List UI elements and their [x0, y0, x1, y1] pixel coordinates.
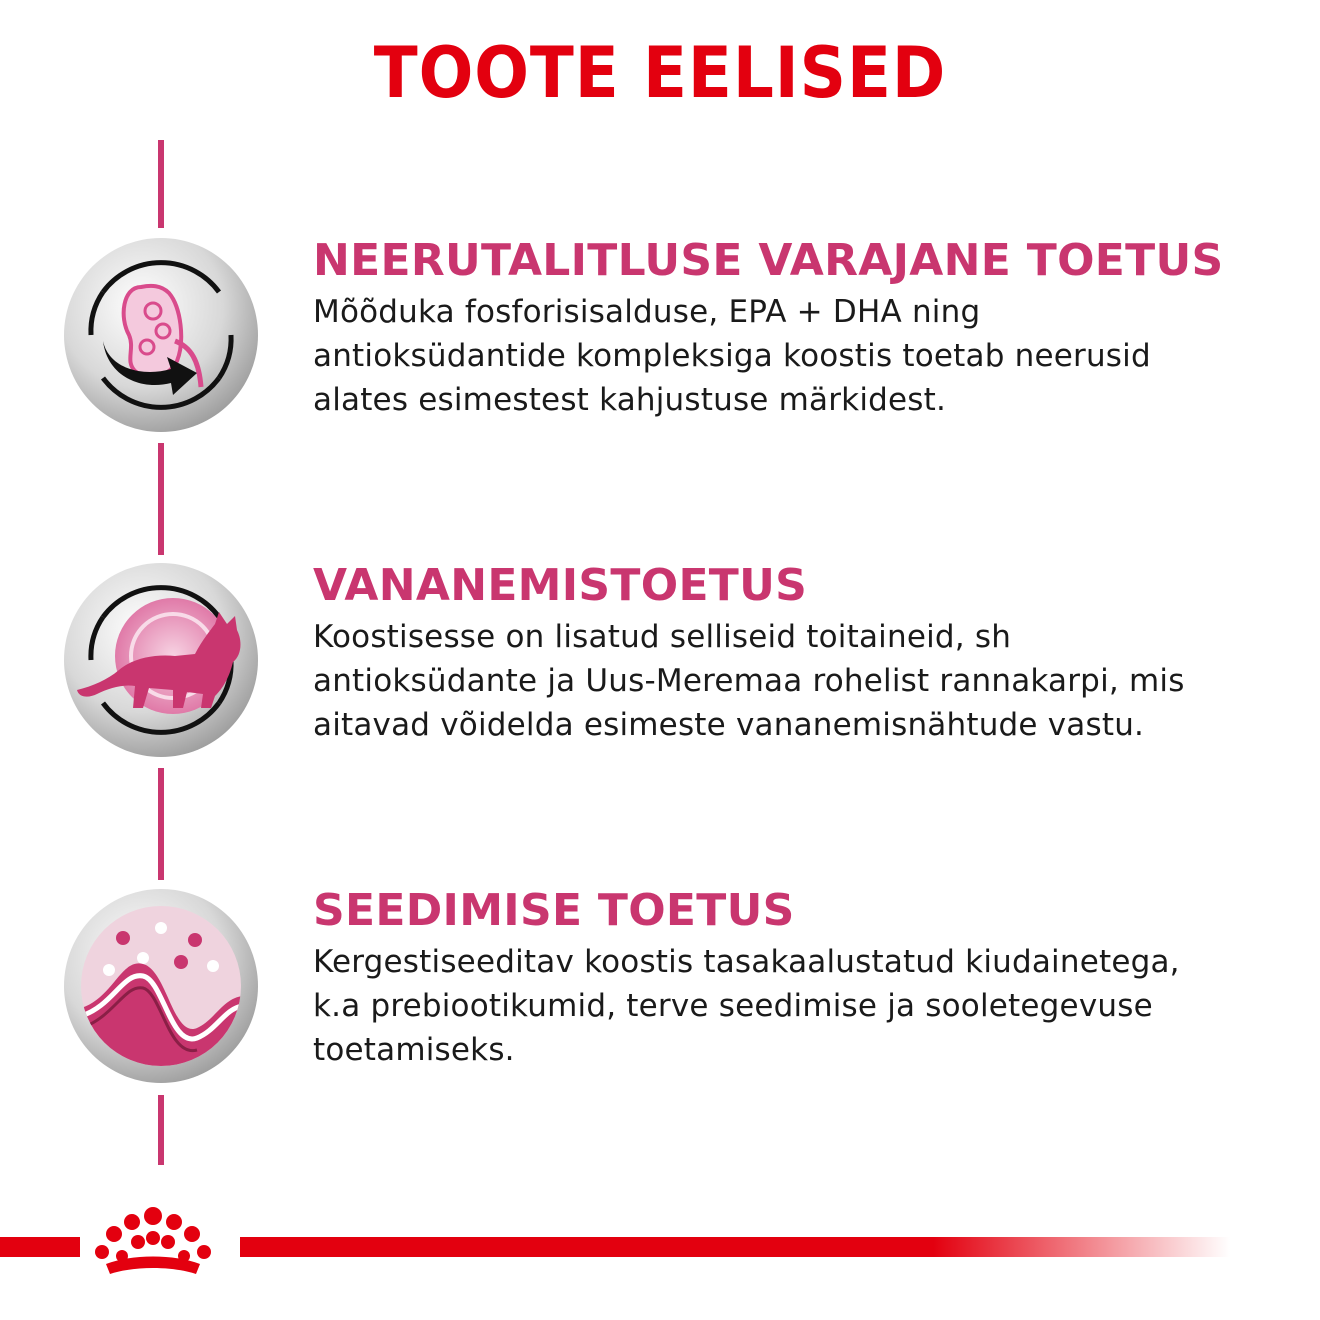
feature-heading: SEEDIMISE TOETUS	[313, 885, 795, 936]
description-line: toetamiseks.	[313, 1032, 515, 1068]
description-line: k.a prebiootikumid, terve seedimise ja sooletegevuse	[313, 988, 1153, 1024]
description-line: alates esimestest kahjustuse märkidest.	[313, 382, 947, 418]
description-line: aitavad võidelda esimeste vananemisnähtude vastu.	[313, 707, 1145, 743]
feature-heading: VANANEMISTOETUS	[313, 560, 808, 611]
description-line: Kergestiseeditav koostis tasakaalustatud kiudainetega,	[313, 944, 1180, 980]
timeline-segment	[158, 768, 164, 880]
page-title: TOOTE EELISED	[373, 32, 947, 114]
feature-description	[313, 290, 1253, 422]
description-line: antioksüdante ja Uus-Meremaa rohelist rannakarpi, mis	[313, 663, 1185, 699]
description-line: antioksüdantide kompleksiga koostis toetab neerusid	[313, 338, 1151, 374]
kidney-icon	[63, 237, 259, 433]
feature-digestion	[313, 886, 1273, 1072]
feature-kidney	[313, 236, 1273, 422]
timeline-segment	[158, 140, 164, 228]
description-line: Koostisesse on lisatud selliseid toitaineid, sh	[313, 619, 1012, 655]
royal-canin-crown-icon	[92, 1202, 214, 1282]
timeline-segment	[158, 443, 164, 555]
footer-bar-left	[0, 1237, 80, 1257]
footer-bar-right	[240, 1237, 1230, 1257]
digestion-icon	[63, 888, 259, 1084]
feature-description	[313, 615, 1253, 747]
timeline-segment	[158, 1095, 164, 1165]
description-line: Mõõduka fosforisisalduse, EPA + DHA ning	[313, 294, 981, 330]
feature-heading: NEERUTALITLUSE VARAJANE TOETUS	[313, 235, 1224, 286]
feature-aging	[313, 561, 1273, 747]
cat-icon	[63, 562, 259, 758]
feature-description	[313, 940, 1253, 1072]
